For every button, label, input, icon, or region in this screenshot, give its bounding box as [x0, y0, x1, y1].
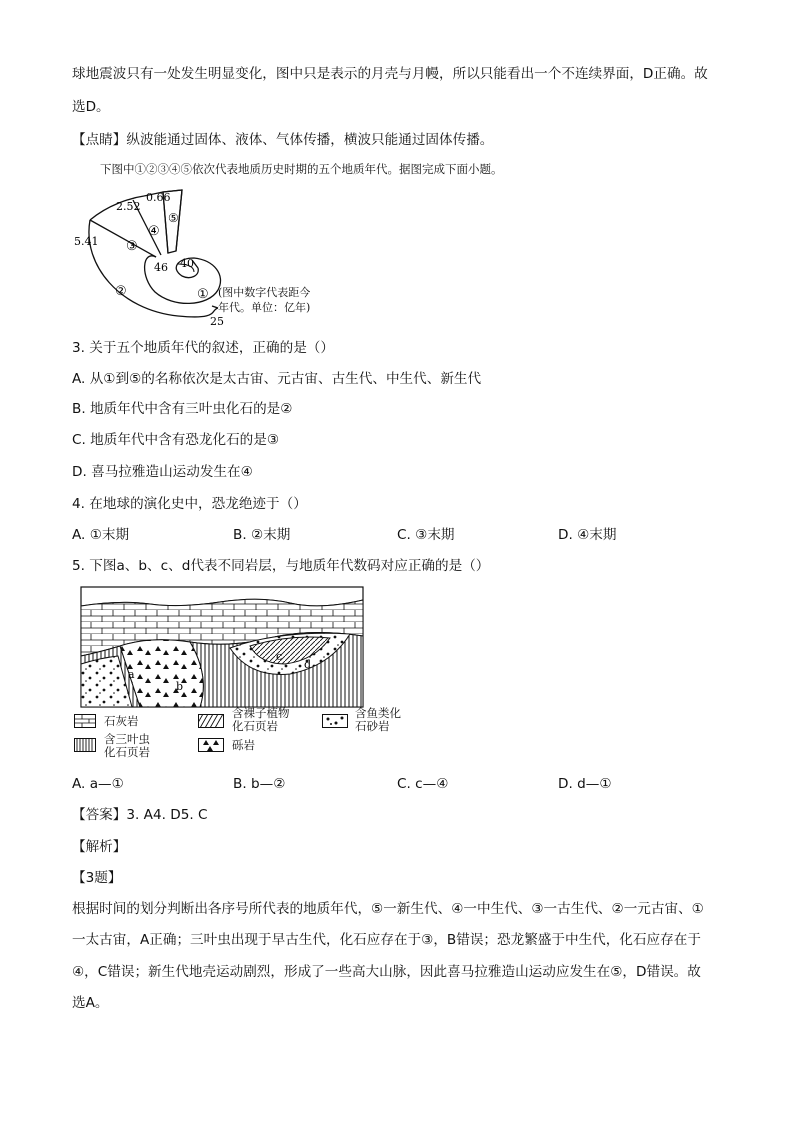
label-0-66: 0.66 — [146, 191, 171, 204]
legend-gymnosperm-line2: 化石页岩 — [232, 719, 278, 733]
legend-fish-label — [355, 707, 401, 733]
q3-tag: 【3题】 — [72, 870, 122, 886]
legend-limestone-label: 石灰岩 — [104, 714, 139, 728]
intro-line-1: 球地震波只有一处发生明显变化，图中只是表示的月壳与月幔，所以只能看出一个不连续界面，D正确。故 — [72, 66, 708, 82]
q3-option-d: D. 喜马拉雅造山运动发生在④ — [72, 464, 253, 480]
legend-fish-line1: 含鱼类化 — [355, 706, 401, 720]
label-40: 40 — [180, 257, 194, 270]
q3-option-c: C. 地质年代中含有恐龙化石的是③ — [72, 432, 280, 448]
figure1-note-line1: (图中数字代表距今 — [218, 286, 311, 299]
label-5-41: 5.41 — [74, 235, 99, 248]
tip-line: 【点睛】纵波能通过固体、液体、气体传播，横波只能通过固体传播。 — [72, 132, 494, 148]
legend-trilobite-swatch — [74, 738, 96, 752]
legend-fish-line2: 石砂岩 — [355, 719, 390, 733]
q5-option-b: B. b—② — [233, 776, 286, 792]
q3-stem: 3. 关于五个地质年代的叙述，正确的是（） — [72, 340, 334, 356]
label-25: 25 — [210, 315, 224, 328]
rock-strata-diagram — [80, 586, 364, 708]
era-4-label: ④ — [148, 224, 160, 239]
figure1-note — [218, 285, 310, 315]
legend-gymnosperm-label — [232, 707, 290, 733]
q5-option-d: D. d—① — [558, 776, 612, 792]
q3-option-a: A. 从①到⑤的名称依次是太古宙、元古宙、古生代、中生代、新生代 — [72, 371, 482, 387]
layer-c-label: c — [276, 650, 283, 663]
layer-b-label: b — [176, 680, 184, 693]
explanation-line-1: 根据时间的划分判断出各序号所代表的地质年代，⑤一新生代、④一中生代、③一古生代、②一元古宙、① — [72, 901, 704, 917]
era-2-label: ② — [115, 284, 127, 299]
legend-fish-swatch — [322, 714, 348, 728]
legend-gymnosperm-swatch — [198, 714, 224, 728]
q4-option-d: D. ④末期 — [558, 527, 617, 543]
legend-gymnosperm-line1: 含裸子植物 — [232, 706, 290, 720]
figure1-note-line2: 年代。单位：亿年) — [218, 301, 311, 314]
q4-option-b: B. ②末期 — [233, 527, 291, 543]
layer-d-label: d — [304, 658, 312, 671]
q5-option-c: C. c—④ — [397, 776, 449, 792]
q5-option-a: A. a—① — [72, 776, 124, 792]
legend-trilobite-label — [104, 733, 150, 759]
explanation-line-3: ④，C错误；新生代地壳运动剧烈，形成了一些高大山脉，因此喜马拉雅造山运动应发生在⑤，D错误。故 — [72, 964, 701, 980]
analysis-heading: 【解析】 — [72, 839, 127, 855]
layer-a-label: a — [128, 668, 135, 681]
explanation-line-4: 选A。 — [72, 995, 109, 1011]
q4-stem: 4. 在地球的演化史中，恐龙绝迹于（） — [72, 496, 307, 512]
legend-gravel-label: 砾岩 — [232, 738, 255, 752]
explanation-line-2: 一太古宙，A正确；三叶虫出现于早古生代，化石应存在于③，B错误；恐龙繁盛于中生代，化石应存在于 — [72, 932, 701, 948]
q3-option-b: B. 地质年代中含有三叶虫化石的是② — [72, 401, 293, 417]
era-1-label: ① — [197, 287, 209, 302]
intro-line-2: 选D。 — [72, 99, 110, 115]
answer-line: 【答案】3. A4. D5. C — [72, 807, 208, 823]
q4-option-c: C. ③末期 — [397, 527, 455, 543]
figure1-caption: 下图中①②③④⑤依次代表地质历史时期的五个地质年代。据图完成下面小题。 — [100, 162, 503, 176]
label-2-52: 2.52 — [116, 200, 141, 213]
label-46: 46 — [154, 261, 168, 274]
era-3-label: ③ — [126, 239, 138, 254]
q4-option-a: A. ①末期 — [72, 527, 130, 543]
legend-trilobite-line1: 含三叶虫 — [104, 732, 150, 746]
legend-limestone-swatch — [74, 714, 96, 728]
era-5-label: ⑤ — [168, 211, 179, 225]
legend-gravel-swatch — [198, 738, 224, 752]
legend-trilobite-line2: 化石页岩 — [104, 745, 150, 759]
q5-stem: 5. 下图a、b、c、d代表不同岩层，与地质年代数码对应正确的是（） — [72, 558, 490, 574]
